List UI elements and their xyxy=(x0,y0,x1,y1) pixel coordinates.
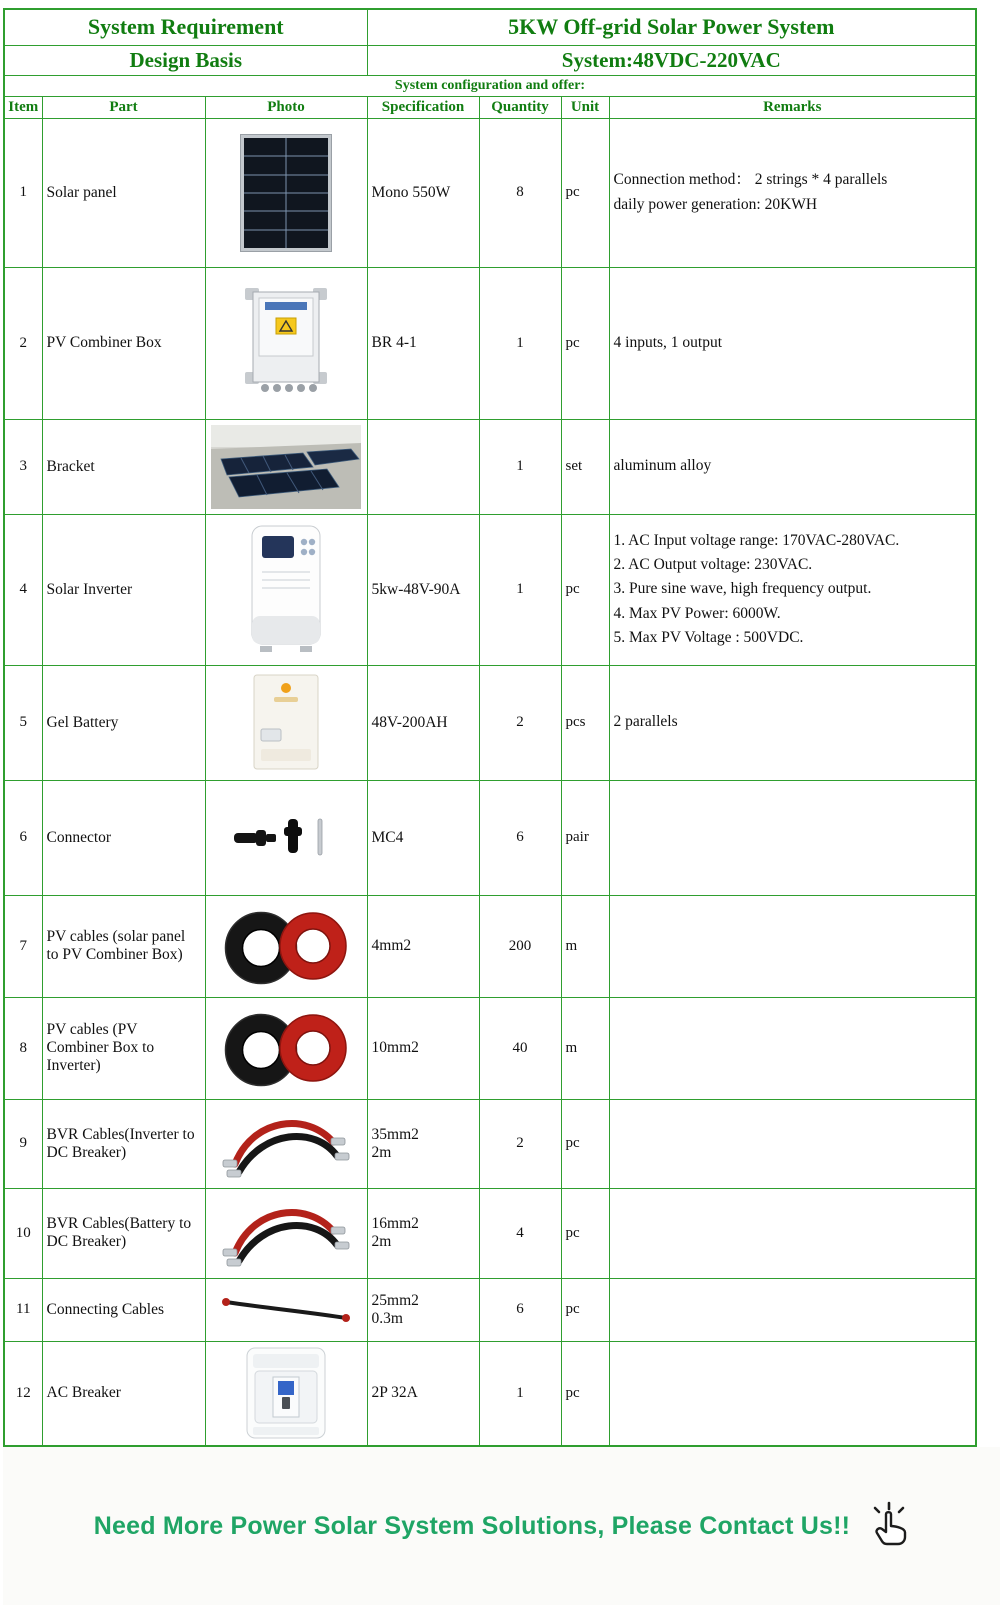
cell-unit: m xyxy=(561,997,609,1099)
cell-part: Solar Inverter xyxy=(42,514,205,665)
cell-item: 9 xyxy=(4,1099,42,1188)
cell-item: 12 xyxy=(4,1341,42,1446)
col-header-item: Item xyxy=(4,96,42,118)
cell-item: 8 xyxy=(4,997,42,1099)
cell-qty: 1 xyxy=(479,514,561,665)
cell-photo xyxy=(205,997,367,1099)
cell-item: 7 xyxy=(4,895,42,997)
cell-photo xyxy=(205,267,367,419)
cell-remarks xyxy=(609,780,976,895)
cell-qty: 2 xyxy=(479,665,561,780)
table-row xyxy=(4,1099,976,1188)
cell-photo xyxy=(205,1188,367,1278)
cell-part: BVR Cables(Inverter to DC Breaker) xyxy=(42,1099,205,1188)
cell-spec: 48V-200AH xyxy=(367,665,479,780)
cell-unit: pc xyxy=(561,1188,609,1278)
cell-qty: 200 xyxy=(479,895,561,997)
system-spec-table xyxy=(3,8,977,1447)
table-row xyxy=(4,118,976,267)
cell-unit: pc xyxy=(561,514,609,665)
pv-combiner-box-photo xyxy=(227,284,345,402)
pv-cable-coils-photo xyxy=(219,904,353,988)
connecting-cable-photo xyxy=(216,1292,356,1328)
mc4-connector-photo xyxy=(230,813,342,863)
cell-photo xyxy=(205,665,367,780)
cell-spec: 2P 32A xyxy=(367,1341,479,1446)
cell-photo xyxy=(205,514,367,665)
solar-inverter-photo xyxy=(240,524,332,656)
cell-part: PV cables (PV Combiner Box to Inverter) xyxy=(42,997,205,1099)
bracket-installation-photo xyxy=(211,425,361,509)
cell-spec: 25mm2 0.3m xyxy=(367,1278,479,1341)
bvr-cables-photo xyxy=(219,1108,353,1180)
footer xyxy=(3,1447,1000,1605)
left-subtitle: Design Basis xyxy=(4,45,367,75)
title-row xyxy=(4,9,976,45)
cell-qty: 1 xyxy=(479,267,561,419)
cell-remarks xyxy=(609,895,976,997)
col-header-photo: Photo xyxy=(205,96,367,118)
cell-remarks: 2 parallels xyxy=(609,665,976,780)
cell-part: PV Combiner Box xyxy=(42,267,205,419)
cell-spec: 16mm2 2m xyxy=(367,1188,479,1278)
cell-part: Gel Battery xyxy=(42,665,205,780)
cell-remarks xyxy=(609,1341,976,1446)
cell-spec xyxy=(367,419,479,514)
cell-unit: pc xyxy=(561,267,609,419)
left-title: System Requirement xyxy=(4,9,367,45)
cell-photo xyxy=(205,1099,367,1188)
table-row xyxy=(4,267,976,419)
table-row xyxy=(4,419,976,514)
cell-spec: Mono 550W xyxy=(367,118,479,267)
cell-part: Bracket xyxy=(42,419,205,514)
cell-qty: 40 xyxy=(479,997,561,1099)
cell-unit: pc xyxy=(561,1099,609,1188)
cell-spec: 5kw-48V-90A xyxy=(367,514,479,665)
cell-remarks xyxy=(609,1278,976,1341)
cell-qty: 8 xyxy=(479,118,561,267)
subtitle-row xyxy=(4,45,976,75)
cell-remarks xyxy=(609,1188,976,1278)
cell-remarks xyxy=(609,1099,976,1188)
cell-remarks: aluminum alloy xyxy=(609,419,976,514)
cell-remarks: Connection method： 2 strings * 4 parallels daily power generation: 20KWH xyxy=(609,118,976,267)
col-header-remarks: Remarks xyxy=(609,96,976,118)
col-header-part: Part xyxy=(42,96,205,118)
cell-item: 11 xyxy=(4,1278,42,1341)
column-header-row xyxy=(4,96,976,118)
table-row xyxy=(4,895,976,997)
cell-item: 6 xyxy=(4,780,42,895)
cell-item: 1 xyxy=(4,118,42,267)
cell-qty: 4 xyxy=(479,1188,561,1278)
cell-photo xyxy=(205,419,367,514)
table-row xyxy=(4,1341,976,1446)
cell-item: 2 xyxy=(4,267,42,419)
table-row xyxy=(4,780,976,895)
table-row xyxy=(4,997,976,1099)
cell-spec: BR 4-1 xyxy=(367,267,479,419)
cell-remarks: 4 inputs, 1 output xyxy=(609,267,976,419)
table-row xyxy=(4,1278,976,1341)
cell-unit: pc xyxy=(561,1341,609,1446)
footer-text: Need More Power Solar System Solutions, Please Contact Us!! xyxy=(93,1511,851,1540)
cell-photo xyxy=(205,1278,367,1341)
banner-row xyxy=(4,75,976,96)
ac-breaker-photo xyxy=(239,1345,333,1441)
right-title: 5KW Off-grid Solar Power System xyxy=(367,9,976,45)
cell-unit: pair xyxy=(561,780,609,895)
cell-item: 5 xyxy=(4,665,42,780)
col-header-quantity: Quantity xyxy=(479,96,561,118)
cell-part: Connecting Cables xyxy=(42,1278,205,1341)
cell-part: AC Breaker xyxy=(42,1341,205,1446)
col-header-specification: Specification xyxy=(367,96,479,118)
cell-part: BVR Cables(Battery to DC Breaker) xyxy=(42,1188,205,1278)
cell-qty: 6 xyxy=(479,1278,561,1341)
cell-item: 10 xyxy=(4,1188,42,1278)
gel-battery-photo xyxy=(249,673,323,773)
config-banner: System configuration and offer: xyxy=(4,75,976,96)
cell-part: Connector xyxy=(42,780,205,895)
cell-photo xyxy=(205,895,367,997)
cell-unit: pc xyxy=(561,118,609,267)
cell-item: 3 xyxy=(4,419,42,514)
cell-remarks: 1. AC Input voltage range: 170VAC-280VAC. 2. AC Output voltage: 230VAC. 3. Pure sine wave, high frequency output. 4. Max PV Power: 6000W. 5. Max PV Voltage : 500VDC. xyxy=(609,514,976,665)
bvr-cables-photo xyxy=(219,1197,353,1269)
cell-qty: 2 xyxy=(479,1099,561,1188)
table-row xyxy=(4,665,976,780)
cell-item: 4 xyxy=(4,514,42,665)
solar-panel-photo xyxy=(240,134,332,252)
table-row xyxy=(4,1188,976,1278)
cell-unit: pc xyxy=(561,1278,609,1341)
click-hand-icon xyxy=(866,1501,912,1547)
cell-spec: 10mm2 xyxy=(367,997,479,1099)
cell-qty: 1 xyxy=(479,1341,561,1446)
cell-spec: MC4 xyxy=(367,780,479,895)
cell-qty: 1 xyxy=(479,419,561,514)
cell-remarks xyxy=(609,997,976,1099)
cell-unit: m xyxy=(561,895,609,997)
cell-spec: 4mm2 xyxy=(367,895,479,997)
cell-photo xyxy=(205,118,367,267)
right-subtitle: System:48VDC-220VAC xyxy=(367,45,976,75)
pv-cable-coils-photo xyxy=(219,1006,353,1090)
cell-qty: 6 xyxy=(479,780,561,895)
cell-part: Solar panel xyxy=(42,118,205,267)
cell-photo xyxy=(205,780,367,895)
cell-unit: set xyxy=(561,419,609,514)
table-row xyxy=(4,514,976,665)
cell-photo xyxy=(205,1341,367,1446)
cell-unit: pcs xyxy=(561,665,609,780)
cell-part: PV cables (solar panel to PV Combiner Box) xyxy=(42,895,205,997)
cell-spec: 35mm2 2m xyxy=(367,1099,479,1188)
col-header-unit: Unit xyxy=(561,96,609,118)
